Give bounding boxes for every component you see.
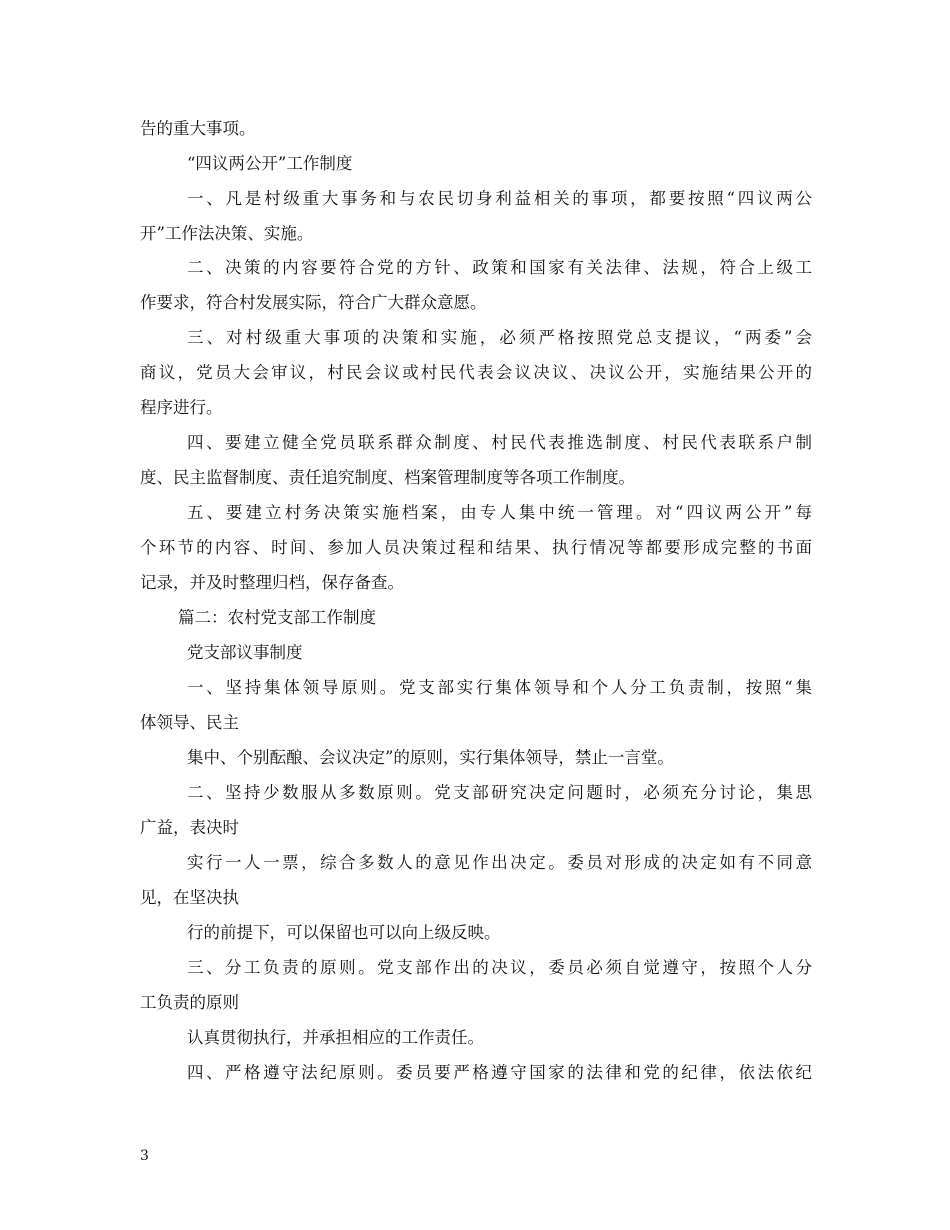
text-line: 记录，并及时整理归档，保存备查。 (140, 573, 404, 592)
text-line: 三、分工负责的原则。党支部作出的决议，委员必须自觉遵守，按照个人分 (187, 958, 812, 977)
text-line: 认真贯彻执行，并承担相应的工作责任。 (187, 1028, 484, 1047)
text-line: 工负责的原则 (140, 993, 239, 1012)
text-line: 四、要建立健全党员联系群众制度、村民代表推选制度、村民代表联系户制 (187, 433, 812, 452)
text-line: 体领导、民主 (140, 713, 239, 732)
text-line: 开”工作法决策、实施。 (140, 224, 314, 243)
text-line: 商议，党员大会审议，村民会议或村民代表会议决议、决议公开，实施结果公开的 (140, 363, 812, 382)
page-number: 3 (140, 1148, 149, 1164)
text-line: 二、坚持少数服从多数原则。党支部研究决定问题时，必须充分讨论，集思 (187, 783, 812, 802)
text-line: 作要求，符合村发展实际，符合广大群众意愿。 (140, 293, 487, 312)
section-heading: 党支部议事制度 (187, 643, 303, 662)
text-line: 实行一人一票，综合多数人的意见作出决定。委员对形成的决定如有不同意 (187, 853, 812, 872)
text-line: 行的前提下，可以保留也可以向上级反映。 (187, 923, 501, 942)
text-line: 见，在坚决执 (140, 888, 239, 907)
text-line: 三、对村级重大事项的决策和实施，必须严格按照党总支提议，“两委”会 (187, 328, 812, 347)
text-line: 五、要建立村务决策实施档案，由专人集中统一管理。对“四议两公开”每 (187, 503, 812, 522)
text-line: 四、严格遵守法纪原则。委员要严格遵守国家的法律和党的纪律，依法依纪 (187, 1063, 812, 1082)
text-line: 二、决策的内容要符合党的方针、政策和国家有关法律、法规，符合上级工 (187, 258, 812, 277)
text-line: 集中、个别酝酿、会议决定”的原则，实行集体领导，禁止一言堂。 (187, 748, 674, 767)
section-heading: “四议两公开”工作制度 (187, 154, 353, 173)
text-line: 个环节的内容、时间、参加人员决策过程和结果、执行情况等都要形成完整的书面 (140, 538, 812, 557)
chapter-heading: 篇二：农村党支部工作制度 (178, 608, 376, 627)
text-line: 一、凡是村级重大事务和与农民切身利益相关的事项，都要按照“四议两公 (187, 189, 812, 208)
text-line: 程序进行。 (140, 398, 223, 417)
text-line: 度、民主监督制度、责任追究制度、档案管理制度等各项工作制度。 (140, 468, 635, 487)
text-line: 告的重大事项。 (140, 119, 256, 138)
text-line: 广益，表决时 (140, 818, 239, 837)
text-line: 一、坚持集体领导原则。党支部实行集体领导和个人分工负责制，按照“集 (187, 678, 812, 697)
